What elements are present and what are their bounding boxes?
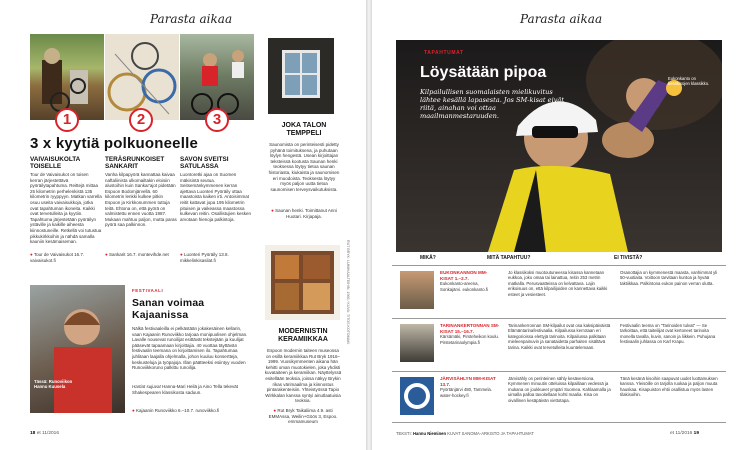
credits-rest: KUVAT SANOMA-ARKISTO JA TAPAHTUMAT <box>447 431 534 436</box>
event-2-thumb <box>400 324 434 362</box>
event-3-special: Tänä kesänä kisoihin saapuvat uudet luottamuksen kanssa. Yleisöille on tarjolla ruokaa ja paljon muuta hauskaa. Kisapuiston ehtii osallistua myös lasten tilakisoihin. <box>620 376 718 398</box>
hero-title: Löysätään pipoa <box>420 64 547 81</box>
bike-1-note-rest: 16.7. vaivaisukot.fi <box>30 252 85 263</box>
event-1-sub: Eukonkanto-areena, Sonkajärvi. eukonkanto.fi <box>440 281 489 292</box>
temppeli-note-rest: Toimittanut Anni Huotari. Kirjapaja. <box>286 208 337 219</box>
keramiikka-body: Espoon modernin taiteen museossa on esillä keramiikkaa Rut Bryk 1916–1999. Vuosikymmenten aikana hän kehitti oman muotokielen, joka yhdisti kuvataiteen ja keramiikan. Näyttelyssä esitellään teoksia, joissa näkyy Brykin rikas värimaailma ja kiinnostus pintarakenteisiin. Yhteistyössä Tapio Wirkkalan kanssa syntyi ainutlaatuisia teoksia. <box>264 348 342 404</box>
bike-3-heading: SAVON SVEITSI SATULASSA <box>180 156 229 171</box>
event-2-title: TARINANKERTONNAN SM-KISAT 15.–16.7. <box>440 323 500 334</box>
hero-photo <box>396 40 722 252</box>
page-header-right: Parasta aikaa <box>520 12 603 26</box>
festival-title: Sanan voimaa Kajaanissa <box>132 298 205 321</box>
bike-2-note-rest: 16.7. montevihde.net <box>126 252 169 257</box>
event-1-thumb <box>400 271 434 309</box>
credits-lead: TEKSTI: <box>396 431 412 436</box>
keramiikka-note-lead: Rut Bryk <box>277 408 295 413</box>
hero-kicker: TAPAHTUMAT <box>424 50 464 56</box>
festival-label: FESTIVAALI <box>132 288 164 293</box>
bike-1-heading: VAIVAISUKOLTA TOISELLE <box>30 156 81 171</box>
festival-note-rest: 6.–10.7. runoviikko.fi <box>178 408 220 413</box>
festival-body: Nälkä festivaaleilla ei pelkästään jokakesäinen kellarin, vaan Kajaanin Runoviikko tarjoaa monipuolisen ohjelman. Lavalle nousevat runoilijat esittävät tekstejään ja kuulijat pääsevät tapaamaan kirjoittajia. 40 vuottaa täyttävän festivaalin teemana on kirjoittamisen ilo. Tapahtumaa juhlitaan laajalla ohjelmalla, johon kuuluu konsertteja, keskusteluja ja työpajoja. Illan päätteeksi esiintyy vuoden Runoviikkoruno palkittu runoilija. <box>132 326 248 371</box>
bike-2-heading: TERÄSRUNKOISET SANKARIT <box>105 156 165 171</box>
hero-caption: Eukonkanto on kesäkisojen klassikko. <box>668 76 710 87</box>
keramiikka-note-rest: Taikaliima 4.9. asti EMMAssa, Weilin+Göös 3, Espoo. emmamuseum <box>268 408 338 425</box>
event-2-sub: Kärsämäki, Pirsteheikon koulu. Pirstetarinaolympia.fi <box>440 334 499 345</box>
event-2-special: Festivaalin teema on "Tarinoiden tulvat" — Se tarkoittaa, että taiteilijat ovat kertoneet tarinoita monella tavalla, kuvin, sanoin ja liikkein. Puhujana festivaalin juhlassa on Karl Krapu. <box>620 323 716 345</box>
left-page <box>0 0 366 450</box>
portrait-illustration <box>30 285 125 413</box>
water-hockey-logo-icon <box>400 377 434 415</box>
bike-2-note: ● Sankarit 16.7. montevihde.net <box>105 252 169 257</box>
right-credits <box>396 431 534 436</box>
hero-lead: Kilpailullisen suomalaisten mielikuvitus lähtee kesällä lapasesta. Jos SM-kisat eivät riitä, ainahan voi ottaa maailmanmestaruuden. <box>420 88 565 120</box>
event-1-special: Osanottajia on kymmenestä maasta, vanhimmat yli 50-vuotiaita. Voittoon tarvitaan kuntoa ja hyvää taktiikkaa. Palkintona eukon painon verran olutta. <box>620 270 718 286</box>
bike-1-body: Tour de Vaivaisukot on toisen kerran järjestettävä pyöräilytapahtuma. Reittejä mittaa 25 kilometrin perhelenkistä 135 kilometrin ryyppyyn. Matkan varrella osuu useita vaivaisukkoja, jotka ovat tapahtuman ikoneita. Kaikki ovat tervetulleita ja kyytiin. Tapahtuma järjestetään pyöräilyn ystäville ja kaikille aiheesta kiinnostuneille. Retkellä voi tutustua pikkukirkkoihin ja nähdä samalla kauniin kesämaiseman. <box>30 172 102 245</box>
event-3-what: Järvisähly on perinteinen sähly kesäversiona. Kymmenen minuutin otteluissa kilpaillaan vedessä ja mukana on joukkueet ympäri Suomea. Kahlaamalla ja uimalla palloa tavoitellaan kohti maalia. Kisa on oivallinen kesäpäivän viettotapa. <box>508 376 611 403</box>
keramiikka-note: ● Rut Bryk Taikaliima 4.9. asti EMMAssa, Weilin+Göös 3, Espoo. emmamuseum <box>268 408 338 425</box>
photo-credit-vertical: RUT BRYK: LUMIHAALTEIHIN, 1966 / KUVA: TITOS KOTOMAKI <box>346 240 350 345</box>
bike-3-note-rest: 13.8. mikkelinkisasilat.fi <box>180 252 229 263</box>
event-3-thumb <box>400 377 434 415</box>
left-footer <box>30 431 59 436</box>
event-2-what: Tarinankerronnan SM-kilpailut ovat osa kaksipäiväistä Elämäntarinafestivaalia. Kilpailussa kerrotaan eri kategorioissa elettyjä tarinoita. Kilpailussa palkitaan mieleenpainuvin ja sanataidetta parhaiten sisältävä tarina. Kaikki ovat tervetulleita kuuntelemaan. <box>508 323 611 350</box>
festival-quote-lead: Hartiat sujuvat <box>132 384 161 389</box>
col-head-happens: MITÄ TAPAHTUU? <box>487 255 531 261</box>
left-issue: et 11/2016 <box>36 431 60 436</box>
bike-3-note: ● Luonteri Pyöräily 13.8. mikkelinkisasilat.fi <box>180 252 229 263</box>
bike-3-note-lead: Luonteri Pyöräily <box>183 252 218 257</box>
event-3-title: JÄRVISÄHLYN MM-KISAT 13.7. <box>440 376 496 387</box>
event-1-name <box>440 270 500 292</box>
bike-2-body: Vanha kilpapyörä kannattaa kaivaa naftaliinista ulkomailtakin eloisiin alustoihin kuin Sankar'ajot pidetään Espoon Bodomjärvellä. 60 kilometrin lenkki kulkee pitkin Espoon ja Kirkkonummen tuttuja teitä. Ehtona on, että pyörä on valmistettu ennen vuotta 1987. Mukaan mahtuu paljon, mutta paras pyörä saa palkinnon. <box>105 172 177 228</box>
event-3-name <box>440 376 500 398</box>
col-head-special: EI TIVISTÄ? <box>614 255 643 261</box>
right-page-number: 19 <box>693 431 700 436</box>
festival-portrait <box>30 285 125 413</box>
bike-1-note-lead: Tour de Vaivaisukot <box>33 252 73 257</box>
event-row-1 <box>392 265 726 317</box>
event-2-name <box>440 323 500 345</box>
right-issue: et 11/2016 <box>670 431 693 436</box>
bike-3-body: Luontoretki ajaa on Suomen mäkisintä seutua. Seitsemänkymmenen kerran ajettava Luonteri Pyöräily ottaa maastoista kaiken irti. Antoisimmat reitit kattavat jopa 195 kilometrin pituisen ja vaikeassa maastossa kulkevan reitin. Osallistujien kesken arvotaan hienoja palkintoja. <box>180 172 252 222</box>
credits-name: Hannu Nieminen <box>413 431 447 436</box>
window-illustration <box>268 38 334 114</box>
festival-quote-rest: Hanna-Mari Heilä ja Aino Tella tekevät Shakespearen klassikosta saduun. <box>132 384 238 395</box>
col-head-what: MIKÄ? <box>420 255 436 261</box>
ceramic-photo <box>265 245 340 320</box>
right-page <box>372 0 738 450</box>
portrait-caption: Tässä: Runoviikon Hannu Kuusela <box>34 379 73 390</box>
event-3-sub: Pyörtänjärvi 480, Tammela. water-hockey.fi <box>440 387 492 398</box>
temppeli-title: JOKA TALON TEMPPELI <box>281 122 327 137</box>
right-footer <box>670 431 699 436</box>
sauna-window-photo <box>268 38 334 114</box>
bike-1-note: ● Tour de Vaivaisukot 16.7. vaivaisukot.fi <box>30 252 85 263</box>
page-header: Parasta aikaa <box>150 12 233 26</box>
temppeli-note: ● Saunan henki. Toimittanut Anni Huotari. Kirjapaja. <box>271 208 337 219</box>
temppeli-note-lead: Saunan henki. <box>275 208 304 213</box>
event-1-title: EUKONKANNON MM-KISAT 1.–2.7. <box>440 270 488 281</box>
keramiikka-title: MODERNISTIN KERAMIIKKAA <box>278 328 328 343</box>
temppeli-body: Saunomista on perinteisesti pidetty pyhänä toimituksena, ja puhutaan löylyn hengestä. Usean kirjoittajan teksteissä kootusta Saunan henki teoksessa löytyy tietoa saunan historiasta, kiukaista ja saunomisen eri muodoista. Teoksesta löytyy myös paljon uutta tietoa saunomisen terveysvaikutuksista. <box>268 142 340 192</box>
bikes-title: 3 x kyytiä polkuoneelle <box>30 135 199 152</box>
festival-note: ● Kajaanin Runoviikko 6.–10.7. runoviikko.fi <box>132 408 220 413</box>
event-1-what: Jo klassikoksi muotoutuneessa kisassa kannetaan eukkoa, joko omaa tai lainattua, reitin 253 metrin matkalla. Perusvaatteissa on kelvattava. Lajin erikoisuus on, että kilpailijoiden on kannettava kaikki esteet ja vesiesteet. <box>508 270 608 297</box>
number-badge-2: 2 <box>129 108 153 132</box>
bike-2-note-lead: Sankarit <box>108 252 126 257</box>
left-page-number: 18 <box>30 431 36 436</box>
festival-note-lead: Kajaanin Runoviikko <box>135 408 177 413</box>
ceramic-illustration <box>265 245 340 320</box>
event-row-3 <box>392 371 726 423</box>
festival-quote <box>132 384 250 395</box>
number-badge-3: 3 <box>205 108 229 132</box>
number-badge-1: 1 <box>55 108 79 132</box>
event-row-2 <box>392 318 726 370</box>
